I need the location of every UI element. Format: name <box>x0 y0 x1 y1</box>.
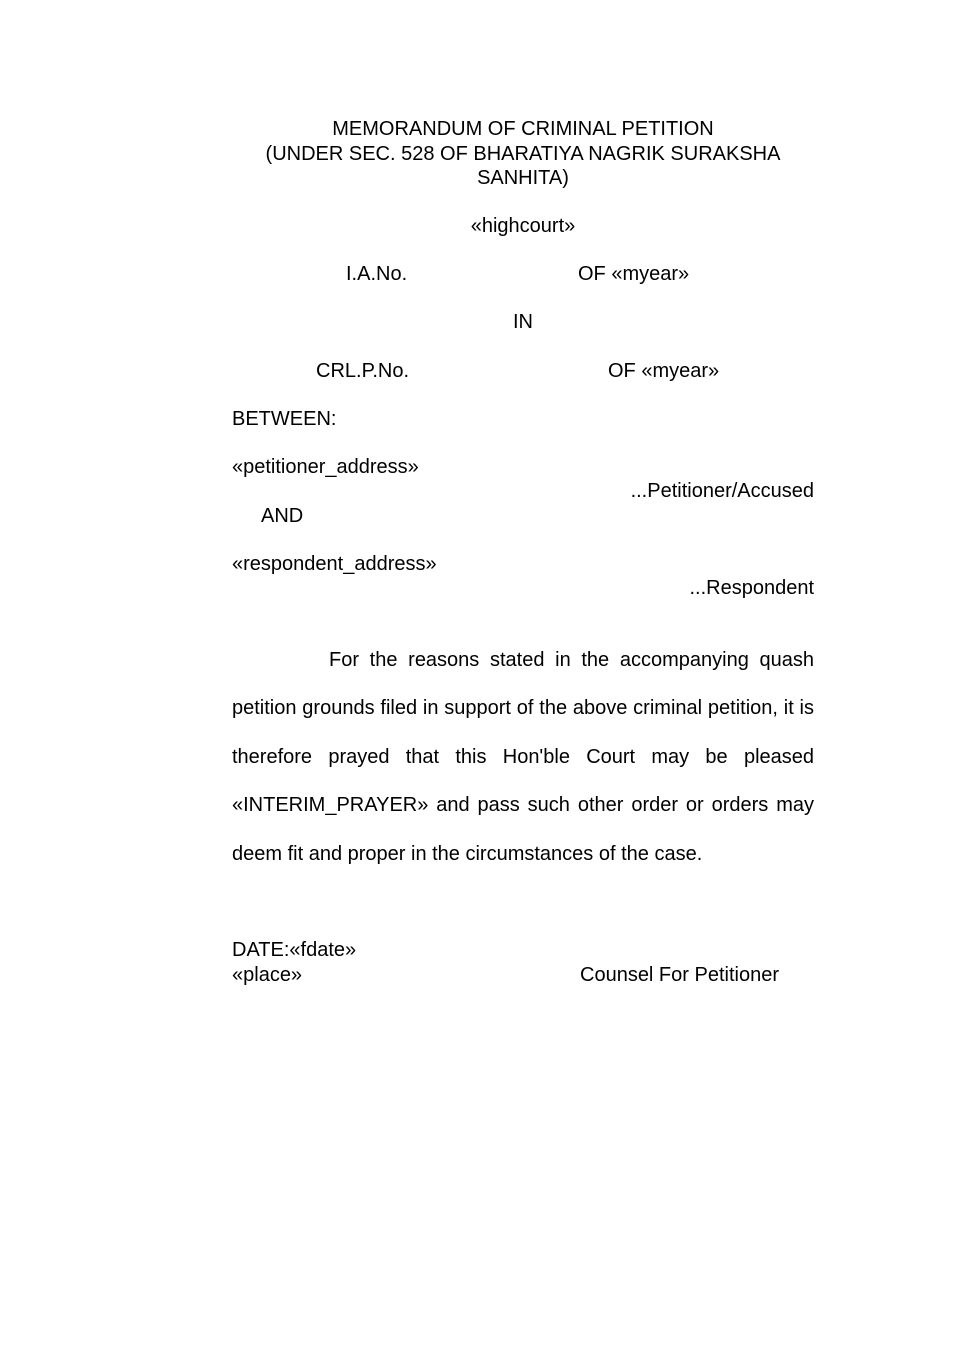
ia-year: OF «myear» <box>578 263 690 285</box>
title-line-2: (UNDER SEC. 528 OF BHARATIYA NAGRIK SURAKSHA <box>265 142 781 165</box>
document-title <box>232 117 814 191</box>
and-label: AND <box>261 505 304 527</box>
court-name: «highcourt» <box>470 215 576 237</box>
crlp-number-label: CRL.P.No. <box>316 360 410 382</box>
title-line-3: SANHITA) <box>477 167 569 189</box>
between-label: BETWEEN: <box>232 408 337 430</box>
respondent-address: «respondent_address» <box>232 553 437 575</box>
place-field: «place» <box>232 964 303 986</box>
petitioner-role: ...Petitioner/Accused <box>630 480 814 502</box>
crlp-year: OF «myear» <box>608 360 720 382</box>
title-line-1: MEMORANDUM OF CRIMINAL PETITION <box>332 118 714 140</box>
petitioner-address: «petitioner_address» <box>232 456 419 478</box>
ia-number-label: I.A.No. <box>346 263 408 285</box>
prayer-paragraph: For the reasons stated in the accompanying quash petition grounds filed in support of the above criminal petition, it is therefore prayed that this Hon'ble Court may be pleased «INTERIM_PRAYER» and pass such other order or orders may deem fit and proper in the circumstances of the case. <box>232 649 814 865</box>
in-label: IN <box>513 311 533 333</box>
date-field: DATE:«fdate» <box>232 939 357 961</box>
respondent-role: ...Respondent <box>689 577 814 599</box>
counsel-signature-label: Counsel For Petitioner <box>580 964 779 986</box>
